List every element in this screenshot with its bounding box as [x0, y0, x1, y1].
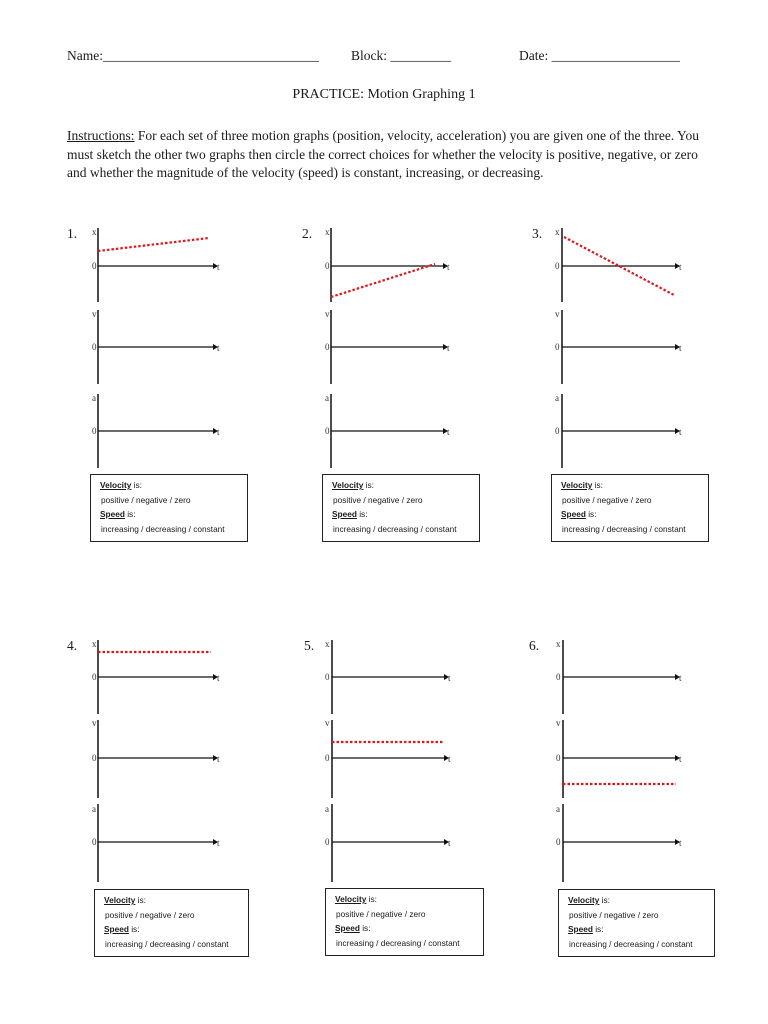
a-axis-label: a	[92, 804, 96, 814]
instructions-label: Instructions:	[67, 128, 135, 143]
velocity-graph	[325, 309, 450, 384]
speed-options[interactable]: increasing / decreasing / constant	[333, 523, 457, 534]
time-label: t	[679, 673, 682, 683]
velocity-options[interactable]: positive / negative / zero	[105, 909, 195, 920]
time-label: t	[217, 427, 220, 437]
date-field[interactable]	[519, 48, 680, 64]
velocity-options[interactable]: positive / negative / zero	[562, 494, 652, 505]
speed-suffix: is:	[356, 509, 368, 519]
origin-label: 0	[92, 837, 97, 847]
velocity-graph	[92, 309, 220, 384]
acceleration-graph	[555, 393, 682, 468]
origin-label: 0	[325, 342, 330, 352]
origin-label: 0	[92, 342, 97, 352]
speed-options[interactable]: increasing / decreasing / constant	[336, 937, 460, 948]
given-line[interactable]	[98, 238, 209, 251]
origin-label: 0	[325, 837, 330, 847]
a-axis-label: a	[555, 393, 559, 403]
velocity-options[interactable]: positive / negative / zero	[101, 494, 191, 505]
speed-suffix: is:	[359, 923, 371, 933]
velocity-options[interactable]: positive / negative / zero	[569, 909, 659, 920]
given-line[interactable]	[331, 264, 435, 297]
a-axis-label: a	[325, 393, 329, 403]
origin-label: 0	[325, 753, 330, 763]
problem-1	[69, 226, 299, 586]
graph-set	[304, 226, 534, 476]
graph-set	[306, 638, 536, 888]
position-graph	[556, 639, 682, 714]
velocity-label: Velocity	[104, 895, 136, 905]
acceleration-graph	[92, 804, 220, 882]
position-graph	[325, 227, 450, 302]
v-axis-label: v	[325, 718, 330, 728]
origin-label: 0	[325, 426, 330, 436]
block-blank: _________	[390, 48, 452, 63]
origin-label: 0	[555, 342, 560, 352]
velocity-suffix: is:	[599, 895, 610, 905]
velocity-suffix: is:	[131, 480, 142, 490]
v-axis-label: v	[556, 718, 561, 728]
answer-box[interactable]	[325, 888, 484, 956]
problem-number: 4.	[67, 638, 78, 653]
x-axis-label: x	[92, 227, 97, 237]
acceleration-graph	[92, 393, 220, 468]
origin-label: 0	[325, 672, 330, 682]
velocity-options[interactable]: positive / negative / zero	[336, 908, 426, 919]
velocity-label: Velocity	[568, 895, 600, 905]
time-label: t	[679, 343, 682, 353]
problem-number: 2.	[302, 226, 313, 241]
block-label: Block:	[351, 48, 387, 63]
date-blank: ___________________	[551, 48, 680, 63]
v-axis-label: v	[325, 309, 330, 319]
time-label: t	[679, 427, 682, 437]
speed-options[interactable]: increasing / decreasing / constant	[562, 523, 686, 534]
problem-number: 3.	[532, 226, 543, 241]
position-graph	[92, 639, 220, 714]
x-axis-label: x	[555, 227, 560, 237]
a-axis-label: a	[556, 804, 560, 814]
acceleration-graph	[325, 804, 451, 882]
origin-label: 0	[556, 753, 561, 763]
header-fields	[0, 48, 768, 68]
position-graph	[325, 639, 451, 714]
speed-label: Speed	[332, 509, 357, 519]
time-label: t	[217, 838, 220, 848]
origin-label: 0	[556, 672, 561, 682]
answer-box[interactable]	[94, 889, 249, 957]
time-label: t	[217, 673, 220, 683]
speed-suffix: is:	[124, 509, 136, 519]
position-graph	[555, 227, 682, 302]
origin-label: 0	[556, 837, 561, 847]
answer-box[interactable]	[90, 474, 248, 542]
name-label: Name:	[67, 48, 103, 63]
origin-label: 0	[92, 753, 97, 763]
origin-label: 0	[92, 672, 97, 682]
origin-label: 0	[555, 426, 560, 436]
problem-5	[306, 638, 536, 998]
a-axis-label: a	[92, 393, 96, 403]
velocity-graph	[556, 718, 682, 798]
x-axis-label: x	[556, 639, 561, 649]
instructions-text: For each set of three motion graphs (position, velocity, acceleration) you are given one of the three. You must sketch the other two graphs then circle the correct choices for whether the velocity is positive, negative, or zero and whether the magnitude of the velocity (speed) is constant, increasing, or decreasing.	[67, 128, 699, 180]
speed-options[interactable]: increasing / decreasing / constant	[101, 523, 225, 534]
time-label: t	[679, 754, 682, 764]
time-label: t	[447, 262, 450, 272]
answer-box[interactable]	[558, 889, 715, 957]
problem-6	[531, 638, 761, 998]
speed-label: Speed	[568, 924, 593, 934]
origin-label: 0	[555, 261, 560, 271]
speed-label: Speed	[100, 509, 125, 519]
speed-label: Speed	[335, 923, 360, 933]
x-axis-label: x	[325, 227, 330, 237]
velocity-label: Velocity	[561, 480, 593, 490]
answer-box[interactable]	[322, 474, 480, 542]
date-label: Date:	[519, 48, 549, 63]
velocity-options[interactable]: positive / negative / zero	[333, 494, 423, 505]
answer-box[interactable]	[551, 474, 709, 542]
graph-set	[534, 226, 764, 476]
speed-suffix: is:	[585, 509, 597, 519]
time-label: t	[448, 673, 451, 683]
speed-label: Speed	[561, 509, 586, 519]
velocity-suffix: is:	[592, 480, 603, 490]
graph-set	[69, 638, 299, 888]
time-label: t	[217, 754, 220, 764]
v-axis-label: v	[92, 718, 97, 728]
time-label: t	[217, 262, 220, 272]
a-axis-label: a	[325, 804, 329, 814]
page-title: PRACTICE: Motion Graphing 1	[292, 87, 476, 102]
origin-label: 0	[92, 261, 97, 271]
acceleration-graph	[325, 393, 450, 468]
x-axis-label: x	[92, 639, 97, 649]
problem-3	[534, 226, 764, 586]
origin-label: 0	[92, 426, 97, 436]
problem-2	[304, 226, 534, 586]
acceleration-graph	[556, 804, 682, 882]
speed-label: Speed	[104, 924, 129, 934]
speed-suffix: is:	[128, 924, 140, 934]
instructions	[67, 127, 707, 183]
velocity-suffix: is:	[135, 895, 146, 905]
block-field[interactable]	[351, 48, 451, 64]
speed-options[interactable]: increasing / decreasing / constant	[105, 938, 229, 949]
v-axis-label: v	[555, 309, 560, 319]
velocity-suffix: is:	[366, 894, 377, 904]
time-label: t	[217, 343, 220, 353]
problem-number: 6.	[529, 638, 540, 653]
velocity-graph	[325, 718, 451, 798]
velocity-label: Velocity	[100, 480, 132, 490]
problem-4	[69, 638, 299, 998]
velocity-graph	[92, 718, 220, 798]
time-label: t	[448, 754, 451, 764]
velocity-graph	[555, 309, 682, 384]
position-graph	[92, 227, 220, 302]
name-field[interactable]	[67, 48, 319, 64]
graph-set	[69, 226, 299, 476]
x-axis-label: x	[325, 639, 330, 649]
origin-label: 0	[325, 261, 330, 271]
name-blank: ________________________________	[103, 48, 319, 63]
speed-suffix: is:	[592, 924, 604, 934]
velocity-label: Velocity	[335, 894, 367, 904]
time-label: t	[447, 427, 450, 437]
velocity-suffix: is:	[363, 480, 374, 490]
problem-number: 5.	[304, 638, 315, 653]
velocity-label: Velocity	[332, 480, 364, 490]
graph-set	[531, 638, 761, 888]
v-axis-label: v	[92, 309, 97, 319]
speed-options[interactable]: increasing / decreasing / constant	[569, 938, 693, 949]
time-label: t	[679, 838, 682, 848]
problem-number: 1.	[67, 226, 78, 241]
time-label: t	[447, 343, 450, 353]
time-label: t	[679, 262, 682, 272]
time-label: t	[448, 838, 451, 848]
